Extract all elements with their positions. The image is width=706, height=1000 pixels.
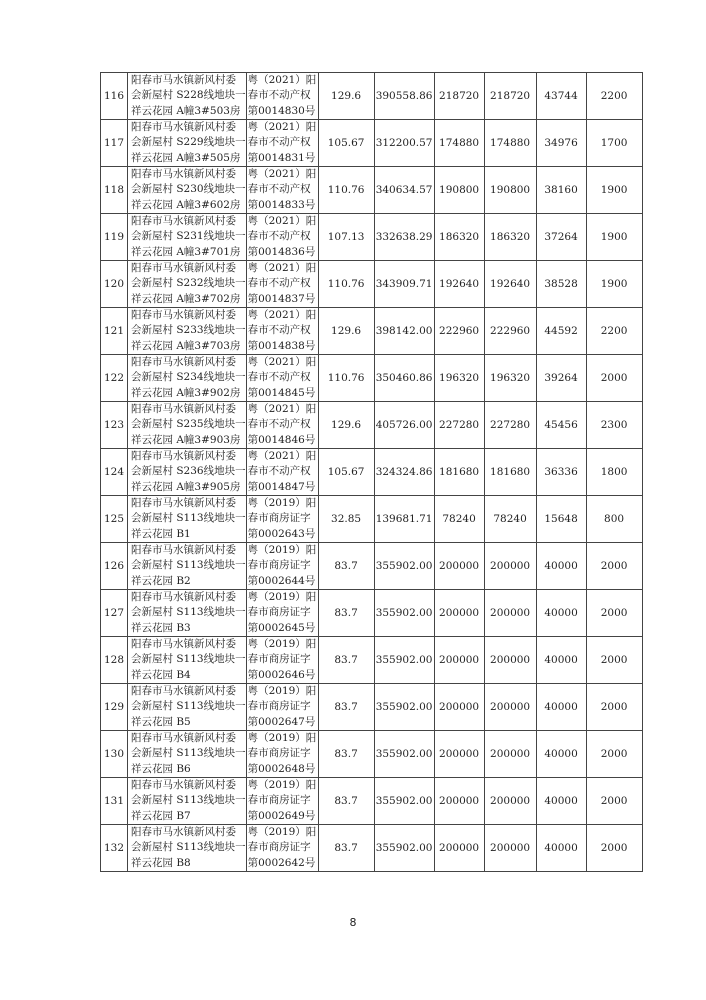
value-cell-2: 200000 — [434, 731, 484, 778]
certificate-line: 粤（2021）阳 — [247, 121, 317, 133]
certificate-line: 粤（2019）阳 — [247, 591, 317, 603]
value-cell-2: 200000 — [434, 543, 484, 590]
value-cell-3: 200000 — [484, 778, 536, 825]
value-cell-4: 38528 — [536, 261, 586, 308]
certificate-line: 春市商房证字 — [247, 653, 311, 666]
location-cell — [128, 496, 247, 543]
value-cell-1: 355902.00 — [374, 543, 434, 590]
value-cell-2: 200000 — [434, 637, 484, 684]
value-cell-4: 37264 — [536, 214, 586, 261]
certificate-cell — [246, 684, 318, 731]
value-cell-2: 227280 — [434, 402, 484, 449]
row-number: 120 — [101, 261, 128, 308]
certificate-line: 粤（2019）阳 — [247, 497, 317, 509]
value-cell-2: 218720 — [434, 73, 484, 120]
certificate-line: 春市不动产权 — [247, 465, 311, 478]
location-line: 阳春市马水镇新风村委 — [131, 638, 236, 650]
table-row — [101, 73, 643, 120]
value-cell-5: 1700 — [586, 120, 642, 167]
row-number: 129 — [101, 684, 128, 731]
area-cell: 83.7 — [318, 637, 374, 684]
row-number: 125 — [101, 496, 128, 543]
location-line: 祥云花园 B8 — [131, 856, 191, 869]
location-line: 阳春市马水镇新风村委 — [131, 262, 236, 274]
table-row — [101, 825, 643, 872]
value-cell-1: 340634.57 — [374, 167, 434, 214]
value-cell-3: 200000 — [484, 637, 536, 684]
location-line: 阳春市马水镇新风村委 — [131, 497, 236, 509]
value-cell-3: 222960 — [484, 308, 536, 355]
area-cell: 83.7 — [318, 590, 374, 637]
location-cell — [128, 167, 247, 214]
certificate-line: 粤（2021）阳 — [247, 215, 317, 227]
row-number: 132 — [101, 825, 128, 872]
location-cell — [128, 120, 247, 167]
certificate-line: 第0002649号 — [247, 809, 316, 822]
property-table — [100, 72, 643, 872]
row-number: 124 — [101, 449, 128, 496]
table-row — [101, 355, 643, 402]
certificate-line: 第0014833号 — [247, 198, 316, 211]
location-line: 祥云花园 A幢3#503房 — [131, 104, 241, 117]
value-cell-1: 355902.00 — [374, 684, 434, 731]
location-line: 会新屋村 S233线地块一 — [131, 324, 246, 337]
certificate-line: 粤（2019）阳 — [247, 638, 317, 650]
value-cell-2: 186320 — [434, 214, 484, 261]
location-line: 阳春市马水镇新风村委 — [131, 403, 236, 415]
value-cell-1: 390558.86 — [374, 73, 434, 120]
location-cell — [128, 402, 247, 449]
area-cell: 105.67 — [318, 449, 374, 496]
value-cell-2: 200000 — [434, 825, 484, 872]
value-cell-3: 200000 — [484, 825, 536, 872]
certificate-cell — [246, 308, 318, 355]
location-line: 会新屋村 S113线地块一 — [131, 747, 246, 760]
location-line: 会新屋村 S113线地块一 — [131, 606, 246, 619]
row-number: 128 — [101, 637, 128, 684]
value-cell-5: 800 — [586, 496, 642, 543]
page-number: 8 — [349, 916, 357, 929]
certificate-cell — [246, 261, 318, 308]
value-cell-1: 139681.71 — [374, 496, 434, 543]
value-cell-1: 332638.29 — [374, 214, 434, 261]
certificate-cell — [246, 402, 318, 449]
value-cell-1: 343909.71 — [374, 261, 434, 308]
value-cell-3: 200000 — [484, 684, 536, 731]
value-cell-4: 44592 — [536, 308, 586, 355]
location-line: 阳春市马水镇新风村委 — [131, 450, 236, 462]
location-line: 阳春市马水镇新风村委 — [131, 215, 236, 227]
table-row — [101, 637, 643, 684]
certificate-line: 粤（2019）阳 — [247, 826, 317, 838]
value-cell-1: 405726.00 — [374, 402, 434, 449]
location-line: 阳春市马水镇新风村委 — [131, 121, 236, 133]
certificate-line: 春市商房证字 — [247, 841, 311, 854]
area-cell: 83.7 — [318, 825, 374, 872]
value-cell-4: 40000 — [536, 731, 586, 778]
location-line: 祥云花园 A幢3#701房 — [131, 245, 241, 258]
value-cell-4: 45456 — [536, 402, 586, 449]
value-cell-2: 192640 — [434, 261, 484, 308]
certificate-line: 第0014836号 — [247, 245, 316, 258]
location-cell — [128, 73, 247, 120]
area-cell: 83.7 — [318, 731, 374, 778]
location-line: 会新屋村 S232线地块一 — [131, 277, 246, 290]
value-cell-2: 78240 — [434, 496, 484, 543]
location-line: 会新屋村 S234线地块一 — [131, 371, 246, 384]
certificate-line: 粤（2021）阳 — [247, 168, 317, 180]
certificate-line: 粤（2021）阳 — [247, 450, 317, 462]
value-cell-3: 190800 — [484, 167, 536, 214]
value-cell-5: 2000 — [586, 637, 642, 684]
location-line: 祥云花园 A幢3#702房 — [131, 292, 241, 305]
value-cell-3: 200000 — [484, 590, 536, 637]
location-cell — [128, 355, 247, 402]
location-line: 祥云花园 B2 — [131, 574, 191, 587]
location-line: 会新屋村 S113线地块一 — [131, 653, 246, 666]
row-number: 127 — [101, 590, 128, 637]
value-cell-4: 40000 — [536, 543, 586, 590]
row-number: 118 — [101, 167, 128, 214]
value-cell-5: 1900 — [586, 214, 642, 261]
certificate-line: 春市商房证字 — [247, 747, 311, 760]
location-line: 阳春市马水镇新风村委 — [131, 168, 236, 180]
value-cell-5: 2000 — [586, 778, 642, 825]
table-row — [101, 449, 643, 496]
value-cell-4: 40000 — [536, 684, 586, 731]
value-cell-2: 200000 — [434, 590, 484, 637]
value-cell-5: 1800 — [586, 449, 642, 496]
area-cell: 32.85 — [318, 496, 374, 543]
location-cell — [128, 261, 247, 308]
value-cell-4: 36336 — [536, 449, 586, 496]
certificate-line: 春市不动产权 — [247, 324, 311, 337]
location-line: 阳春市马水镇新风村委 — [131, 74, 236, 86]
table-row — [101, 496, 643, 543]
certificate-cell — [246, 167, 318, 214]
value-cell-2: 181680 — [434, 449, 484, 496]
location-line: 会新屋村 S228线地块一 — [131, 89, 246, 102]
certificate-line: 第0014830号 — [247, 104, 316, 117]
location-line: 会新屋村 S113线地块一 — [131, 559, 246, 572]
certificate-line: 粤（2019）阳 — [247, 685, 317, 697]
certificate-cell — [246, 120, 318, 167]
value-cell-4: 34976 — [536, 120, 586, 167]
value-cell-4: 40000 — [536, 590, 586, 637]
area-cell: 110.76 — [318, 261, 374, 308]
certificate-cell — [246, 355, 318, 402]
certificate-line: 第0014838号 — [247, 339, 316, 352]
row-number: 119 — [101, 214, 128, 261]
location-line: 会新屋村 S235线地块一 — [131, 418, 246, 431]
table-row — [101, 684, 643, 731]
value-cell-4: 38160 — [536, 167, 586, 214]
location-line: 会新屋村 S113线地块一 — [131, 794, 246, 807]
area-cell: 129.6 — [318, 402, 374, 449]
location-line: 会新屋村 S229线地块一 — [131, 136, 246, 149]
value-cell-4: 40000 — [536, 637, 586, 684]
certificate-line: 春市商房证字 — [247, 700, 311, 713]
value-cell-3: 196320 — [484, 355, 536, 402]
location-cell — [128, 449, 247, 496]
certificate-cell — [246, 496, 318, 543]
value-cell-1: 350460.86 — [374, 355, 434, 402]
certificate-line: 第0002647号 — [247, 715, 316, 728]
row-number: 116 — [101, 73, 128, 120]
table-row — [101, 543, 643, 590]
certificate-cell — [246, 778, 318, 825]
value-cell-1: 355902.00 — [374, 590, 434, 637]
certificate-line: 粤（2021）阳 — [247, 403, 317, 415]
location-line: 会新屋村 S113线地块一 — [131, 512, 246, 525]
value-cell-3: 192640 — [484, 261, 536, 308]
value-cell-3: 227280 — [484, 402, 536, 449]
value-cell-2: 196320 — [434, 355, 484, 402]
value-cell-5: 2200 — [586, 308, 642, 355]
location-line: 阳春市马水镇新风村委 — [131, 591, 236, 603]
location-line: 阳春市马水镇新风村委 — [131, 732, 236, 744]
location-line: 祥云花园 A幢3#703房 — [131, 339, 241, 352]
value-cell-5: 1900 — [586, 167, 642, 214]
row-number: 122 — [101, 355, 128, 402]
value-cell-2: 174880 — [434, 120, 484, 167]
area-cell: 110.76 — [318, 167, 374, 214]
table-row — [101, 167, 643, 214]
location-line: 会新屋村 S236线地块一 — [131, 465, 246, 478]
certificate-cell — [246, 214, 318, 261]
location-line: 会新屋村 S231线地块一 — [131, 230, 246, 243]
value-cell-4: 43744 — [536, 73, 586, 120]
location-line: 阳春市马水镇新风村委 — [131, 826, 236, 838]
area-cell: 83.7 — [318, 543, 374, 590]
location-cell — [128, 637, 247, 684]
table-row — [101, 261, 643, 308]
certificate-line: 第0002642号 — [247, 856, 316, 869]
certificate-line: 粤（2019）阳 — [247, 732, 317, 744]
value-cell-3: 186320 — [484, 214, 536, 261]
table-row — [101, 214, 643, 261]
row-number: 123 — [101, 402, 128, 449]
value-cell-2: 190800 — [434, 167, 484, 214]
certificate-line: 粤（2021）阳 — [247, 309, 317, 321]
value-cell-2: 222960 — [434, 308, 484, 355]
area-cell: 83.7 — [318, 684, 374, 731]
certificate-cell — [246, 731, 318, 778]
certificate-cell — [246, 590, 318, 637]
location-line: 祥云花园 B7 — [131, 809, 191, 822]
location-cell — [128, 684, 247, 731]
value-cell-5: 1900 — [586, 261, 642, 308]
value-cell-1: 355902.00 — [374, 637, 434, 684]
area-cell: 83.7 — [318, 778, 374, 825]
certificate-line: 第0002643号 — [247, 527, 316, 540]
location-line: 祥云花园 B4 — [131, 668, 191, 681]
certificate-line: 第0002646号 — [247, 668, 316, 681]
value-cell-4: 15648 — [536, 496, 586, 543]
location-cell — [128, 308, 247, 355]
location-line: 祥云花园 B5 — [131, 715, 191, 728]
value-cell-5: 2000 — [586, 825, 642, 872]
location-cell — [128, 543, 247, 590]
value-cell-3: 218720 — [484, 73, 536, 120]
value-cell-5: 2000 — [586, 731, 642, 778]
certificate-line: 春市不动产权 — [247, 89, 311, 102]
certificate-line: 春市不动产权 — [247, 230, 311, 243]
certificate-line: 春市不动产权 — [247, 277, 311, 290]
value-cell-5: 2200 — [586, 73, 642, 120]
location-line: 祥云花园 A幢3#905房 — [131, 480, 241, 493]
table-row — [101, 120, 643, 167]
value-cell-5: 2000 — [586, 590, 642, 637]
value-cell-2: 200000 — [434, 684, 484, 731]
certificate-line: 第0014846号 — [247, 433, 316, 446]
location-line: 阳春市马水镇新风村委 — [131, 544, 236, 556]
certificate-line: 粤（2019）阳 — [247, 779, 317, 791]
certificate-cell — [246, 449, 318, 496]
row-number: 117 — [101, 120, 128, 167]
value-cell-5: 2000 — [586, 543, 642, 590]
location-line: 祥云花园 A幢3#602房 — [131, 198, 241, 211]
certificate-cell — [246, 73, 318, 120]
certificate-line: 第0014837号 — [247, 292, 316, 305]
location-line: 祥云花园 B1 — [131, 527, 191, 540]
certificate-line: 第0014845号 — [247, 386, 316, 399]
row-number: 126 — [101, 543, 128, 590]
table-row — [101, 731, 643, 778]
value-cell-1: 355902.00 — [374, 825, 434, 872]
certificate-line: 春市商房证字 — [247, 606, 311, 619]
value-cell-4: 40000 — [536, 778, 586, 825]
table-row — [101, 590, 643, 637]
location-line: 会新屋村 S113线地块一 — [131, 841, 246, 854]
area-cell: 110.76 — [318, 355, 374, 402]
value-cell-3: 181680 — [484, 449, 536, 496]
row-number: 121 — [101, 308, 128, 355]
certificate-line: 春市商房证字 — [247, 559, 311, 572]
location-line: 祥云花园 A幢3#902房 — [131, 386, 241, 399]
value-cell-1: 324324.86 — [374, 449, 434, 496]
value-cell-4: 40000 — [536, 825, 586, 872]
location-line: 会新屋村 S230线地块一 — [131, 183, 246, 196]
table-row — [101, 308, 643, 355]
value-cell-3: 200000 — [484, 543, 536, 590]
value-cell-1: 398142.00 — [374, 308, 434, 355]
location-line: 祥云花园 B6 — [131, 762, 191, 775]
certificate-line: 春市商房证字 — [247, 794, 311, 807]
certificate-line: 春市不动产权 — [247, 136, 311, 149]
location-line: 阳春市马水镇新风村委 — [131, 779, 236, 791]
certificate-line: 粤（2019）阳 — [247, 544, 317, 556]
certificate-cell — [246, 825, 318, 872]
area-cell: 107.13 — [318, 214, 374, 261]
location-line: 祥云花园 A幢3#903房 — [131, 433, 241, 446]
certificate-line: 第0002648号 — [247, 762, 316, 775]
certificate-line: 粤（2021）阳 — [247, 356, 317, 368]
value-cell-1: 355902.00 — [374, 731, 434, 778]
table-row — [101, 778, 643, 825]
area-cell: 105.67 — [318, 120, 374, 167]
value-cell-2: 200000 — [434, 778, 484, 825]
location-line: 祥云花园 A幢3#505房 — [131, 151, 241, 164]
location-cell — [128, 778, 247, 825]
location-cell — [128, 731, 247, 778]
certificate-line: 第0002645号 — [247, 621, 316, 634]
location-line: 阳春市马水镇新风村委 — [131, 309, 236, 321]
location-cell — [128, 590, 247, 637]
certificate-line: 粤（2021）阳 — [247, 74, 317, 86]
location-line: 阳春市马水镇新风村委 — [131, 356, 236, 368]
certificate-line: 春市不动产权 — [247, 371, 311, 384]
certificate-line: 春市商房证字 — [247, 512, 311, 525]
location-line: 祥云花园 B3 — [131, 621, 191, 634]
table-row — [101, 402, 643, 449]
certificate-line: 第0014831号 — [247, 151, 316, 164]
area-cell: 129.6 — [318, 73, 374, 120]
certificate-line: 粤（2021）阳 — [247, 262, 317, 274]
certificate-line: 春市不动产权 — [247, 418, 311, 431]
location-cell — [128, 214, 247, 261]
value-cell-1: 355902.00 — [374, 778, 434, 825]
value-cell-3: 174880 — [484, 120, 536, 167]
value-cell-5: 2000 — [586, 355, 642, 402]
value-cell-5: 2300 — [586, 402, 642, 449]
row-number: 131 — [101, 778, 128, 825]
certificate-cell — [246, 543, 318, 590]
certificate-line: 春市不动产权 — [247, 183, 311, 196]
certificate-cell — [246, 637, 318, 684]
area-cell: 129.6 — [318, 308, 374, 355]
location-cell — [128, 825, 247, 872]
value-cell-5: 2000 — [586, 684, 642, 731]
location-line: 阳春市马水镇新风村委 — [131, 685, 236, 697]
row-number: 130 — [101, 731, 128, 778]
value-cell-1: 312200.57 — [374, 120, 434, 167]
value-cell-3: 200000 — [484, 731, 536, 778]
value-cell-3: 78240 — [484, 496, 536, 543]
certificate-line: 第0002644号 — [247, 574, 316, 587]
value-cell-4: 39264 — [536, 355, 586, 402]
certificate-line: 第0014847号 — [247, 480, 316, 493]
location-line: 会新屋村 S113线地块一 — [131, 700, 246, 713]
